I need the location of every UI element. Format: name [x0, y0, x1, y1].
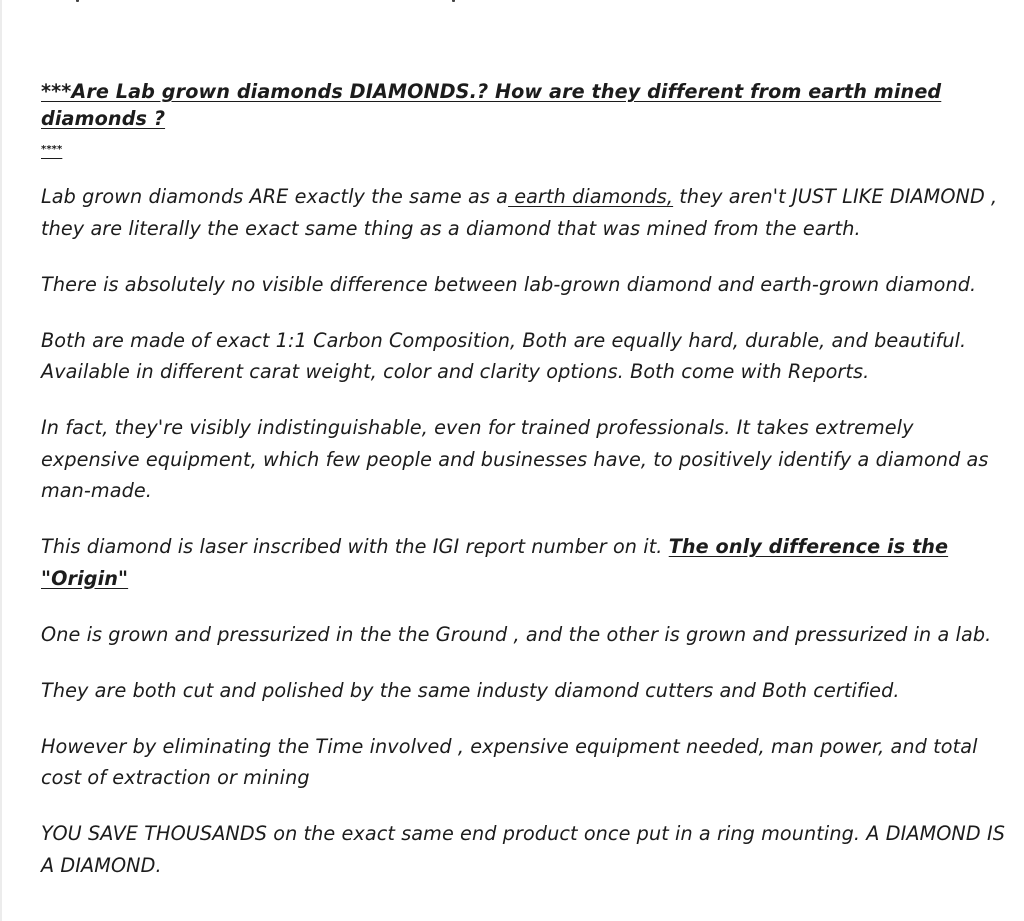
page-left-edge [0, 0, 2, 921]
paragraph-same-as-earth-diamonds [41, 181, 1013, 244]
paragraph-indistinguishable: In fact, they're visibly indistinguishable, even for trained professionals. It takes extremely expensive equipment, which few people and businesses have, to positively identify a diamond as man-made. [41, 416, 989, 502]
article-body [41, 78, 1013, 906]
paragraph-carbon-composition: Both are made of exact 1:1 Carbon Composition, Both are equally hard, durable, and beautiful. Available in different carat weight, color and clarity options. Both come with Reports. [41, 328, 967, 383]
paragraph-cut-and-polished: They are both cut and polished by the same industy diamond cutters and Both certified. [41, 678, 900, 702]
heading-asterisks: **** [41, 144, 63, 155]
article-heading [41, 78, 1013, 159]
origin-emphasis: The only difference is the "Origin" [41, 535, 949, 590]
cropped-previous-line [40, 0, 460, 2]
heading-question: ***Are Lab grown diamonds DIAMONDS.? How are they different from earth mined diamonds ? [41, 80, 942, 130]
paragraph-laser-inscribed [41, 531, 1013, 594]
earth-diamonds-link[interactable]: earth diamonds, [508, 185, 674, 208]
paragraph-eliminating-cost: However by eliminating the Time involved , expensive equipment needed, man power, and total cost of extraction or mining [41, 734, 978, 789]
paragraph-save-thousands: YOU SAVE THOUSANDS on the exact same end product once put in a ring mounting. A DIAMOND IS A DIAMOND. [41, 822, 1005, 877]
paragraph-grown-and-pressurized: One is grown and pressurized in the the Ground , and the other is grown and pressurized in a lab. [41, 622, 992, 646]
p1-text-after: they aren't JUST LIKE DIAMOND , they are literally the exact same thing as a diamond that was mined from the earth. [41, 185, 998, 240]
paragraph-no-visible-difference: There is absolutely no visible difference between lab-grown diamond and earth-grown diamond. [41, 272, 977, 296]
p5-text-before: This diamond is laser inscribed with the IGI report number on it. [41, 535, 669, 558]
p1-text-before: Lab grown diamonds ARE exactly the same as a [41, 185, 509, 208]
